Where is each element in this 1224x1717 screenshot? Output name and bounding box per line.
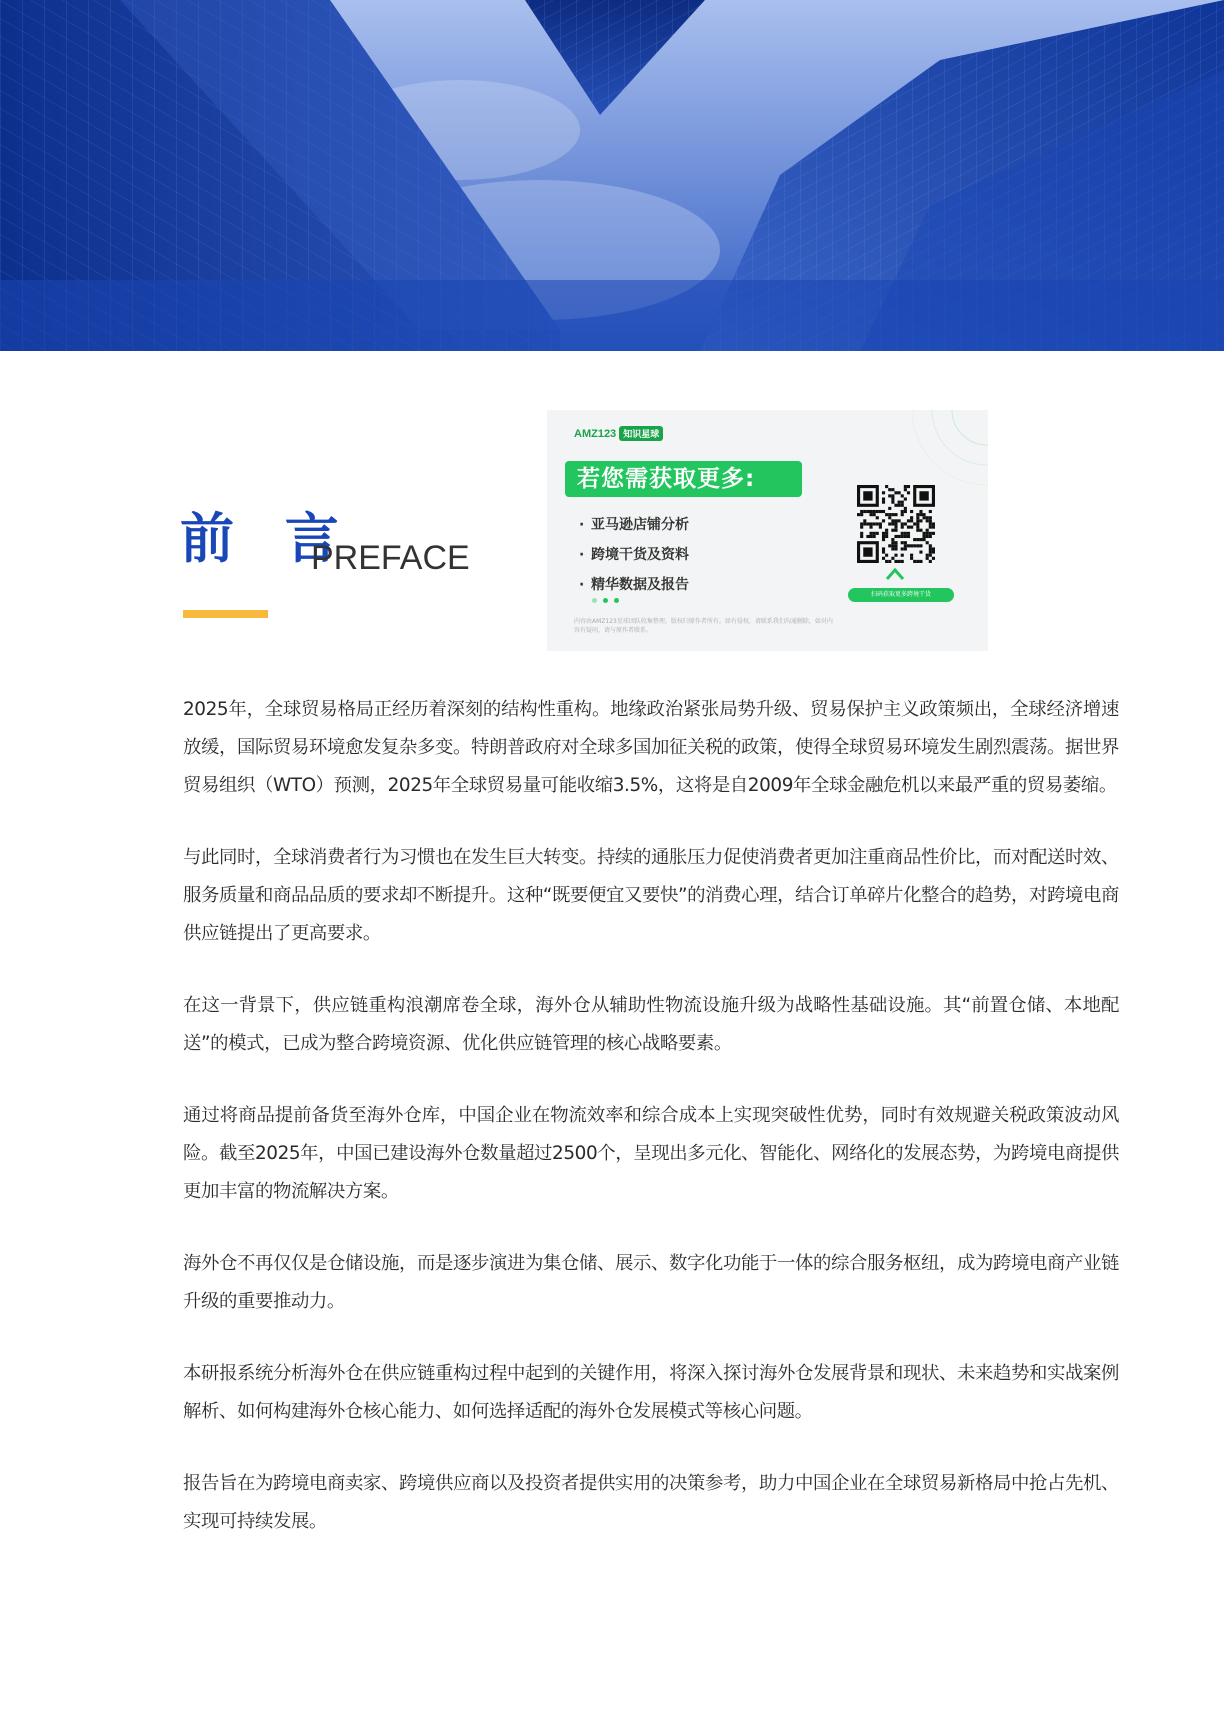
paragraph: 与此同时，全球消费者行为习惯也在发生巨大转变。持续的通胀压力促使消费者更加注重商品性价比，而对配送时效、服务质量和商品品质的要求却不断提升。这种“既要便宜又要快”的消费心理，结合订单碎片化整合的趋势，对跨境电商供应链提出了更高要求。 — [183, 847, 1119, 944]
paragraph: 2025年，全球贸易格局正经历着深刻的结构性重构。地缘政治紧张局势升级、贸易保护主义政策频出，全球经济增速放缓，国际贸易环境愈发复杂多变。特朗普政府对全球多国加征关税的政策，使得全球贸易环境发生剧烈震荡。据世界贸易组织（WTO）预测，2025年全球贸易量可能收缩3.5%，这将是自2009年全球金融危机以来最严重的贸易萎缩。 — [183, 699, 1119, 796]
promo-brand-logo — [574, 426, 663, 441]
promo-brand-name: AMZ123 — [574, 427, 617, 440]
promo-brand-tag: 知识星球 — [619, 426, 663, 441]
promo-headline: 若您需获取更多: — [565, 461, 802, 497]
arrow-up-icon — [885, 567, 905, 581]
promo-list-item: · 精华数据及报告 — [579, 570, 689, 600]
page-title-english: PREFACE — [311, 539, 470, 577]
qr-code-icon[interactable] — [857, 485, 935, 563]
paragraph: 本研报系统分析海外仓在供应链重构过程中起到的关键作用，将深入探讨海外仓发展背景和现状、未来趋势和实战案例解析、如何构建海外仓核心能力、如何选择适配的海外仓发展模式等核心问题。 — [183, 1363, 1119, 1422]
promo-list — [579, 510, 689, 600]
scan-button[interactable]: 扫码获取更多跨境干货 — [848, 588, 954, 602]
skyscraper-image — [0, 0, 1224, 351]
pagination-dots — [592, 598, 619, 603]
hero-banner — [0, 0, 1224, 351]
bullet-icon: · — [579, 547, 585, 563]
paragraph: 报告旨在为跨境电商卖家、跨境供应商以及投资者提供实用的决策参考，助力中国企业在全球贸易新格局中抢占先机、实现可持续发展。 — [183, 1473, 1119, 1532]
preface-body — [183, 691, 1119, 1575]
bullet-icon: · — [579, 577, 585, 593]
paragraph: 通过将商品提前备货至海外仓库，中国企业在物流效率和综合成本上实现突破性优势，同时有效规避关税政策波动风险。截至2025年，中国已建设海外仓数量超过2500个，呈现出多元化、智能化、网络化的发展态势，为跨境电商提供更加丰富的物流解决方案。 — [183, 1105, 1119, 1202]
promo-list-item: · 亚马逊店铺分析 — [579, 510, 689, 540]
title-underline — [183, 610, 268, 618]
promo-card — [547, 410, 988, 651]
bullet-icon: · — [579, 517, 585, 533]
page-title: 前 言 — [180, 507, 355, 570]
promo-disclaimer: 内容由AMZ123星球团队收集整理，版权归原作者所有。如有侵权，请联系我们沟通删除，如对内容有疑问，请与原作者联系。 — [574, 618, 833, 634]
promo-list-item: · 跨境干货及资料 — [579, 540, 689, 570]
paragraph: 在这一背景下，供应链重构浪潮席卷全球，海外仓从辅助性物流设施升级为战略性基础设施。其“前置仓储、本地配送”的模式，已成为整合跨境资源、优化供应链管理的核心战略要素。 — [183, 995, 1119, 1054]
paragraph: 海外仓不再仅仅是仓储设施，而是逐步演进为集仓储、展示、数字化功能于一体的综合服务枢纽，成为跨境电商产业链升级的重要推动力。 — [183, 1253, 1119, 1312]
